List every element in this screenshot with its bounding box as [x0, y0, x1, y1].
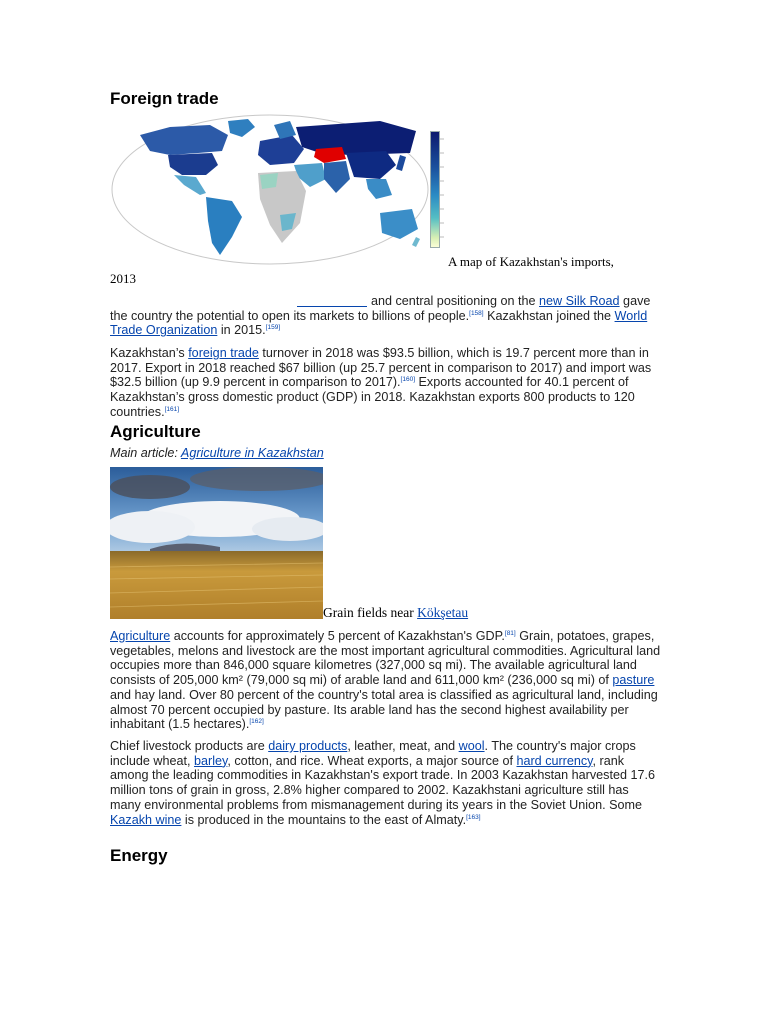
agriculture-paragraph-1 — [110, 629, 662, 732]
citation-160[interactable]: [160] — [400, 376, 416, 384]
link-dairy-products[interactable]: dairy products — [268, 739, 348, 753]
grain-fields-photo — [110, 467, 323, 619]
text: accounts for approximately 5 percent of Kazakhstan's GDP. — [170, 629, 505, 643]
text: Kazakhstan joined the — [483, 308, 615, 323]
link-wool[interactable]: wool — [458, 739, 485, 753]
hatnote-prefix: Main article: — [110, 446, 181, 460]
link-world-trade-organization[interactable]: World Trade Organization — [110, 308, 648, 338]
citation-158[interactable]: [158] — [469, 309, 484, 317]
section-heading-foreign-trade: Foreign trade — [110, 89, 219, 108]
agriculture-paragraph-2 — [110, 739, 662, 827]
map-color-scale — [430, 131, 440, 248]
text: turnover in 2018 was $93.5 billion, which is 19.7 percent more than in 2017. Export in 2018 reached $67 billion (up 25.7 percent in comparison to 2017) and import was $32.5 billion (up 9.9 percent in comparison to 2017). — [110, 346, 652, 390]
text: , cotton, and rice. Wheat exports, a major source of — [227, 753, 517, 768]
text: Kazakhstan’s — [110, 346, 189, 360]
section-heading-energy: Energy — [110, 846, 168, 865]
map-caption-year: 2013 — [110, 271, 136, 286]
text: , leather, meat, and — [347, 739, 459, 753]
link-kokshetau[interactable]: Kökşetau — [417, 605, 469, 620]
text: gave the country the potential to open its markets to billions of people. — [110, 294, 651, 323]
kazakhstan-imports-map — [110, 113, 430, 266]
citation-161[interactable]: [161] — [164, 405, 180, 413]
map-scale-ticks — [440, 131, 450, 246]
foreign-trade-paragraph-2 — [110, 346, 662, 420]
foreign-trade-paragraph-1 — [110, 294, 662, 338]
main-article-hatnote — [110, 446, 324, 460]
citation-163[interactable]: [163] — [466, 813, 481, 821]
link-kazakh-wine[interactable]: Kazakh wine — [110, 812, 182, 827]
text: is produced in the mountains to the east of Almaty. — [181, 812, 467, 827]
text: in 2015. — [217, 323, 266, 338]
link-hard-currency[interactable]: hard currency — [516, 753, 593, 768]
citation-162[interactable]: [162] — [249, 718, 264, 726]
link-pasture[interactable]: pasture — [612, 673, 655, 688]
text: Exports accounted for 40.1 percent of Kazakhstan’s gross domestic product (GDP) in 2018. Kazakhstan exports 800 products to 120 countries. — [110, 375, 635, 419]
text: and hay land. Over 80 percent of the country's total area is classified as agricultural land, including almost 70 percent occupied by pasture. Its arable land has the second highest availability per inhabitant (1.5 hectares). — [110, 687, 658, 732]
photo-caption-text: Grain fields near — [323, 605, 418, 620]
section-heading-agriculture: Agriculture — [110, 422, 201, 441]
link-agriculture[interactable]: Agriculture — [110, 629, 171, 643]
link-agriculture-in-kazakhstan[interactable]: Agriculture in Kazakhstan — [180, 446, 324, 460]
link-foreign-trade[interactable]: foreign trade — [188, 346, 259, 360]
citation-159[interactable]: [159] — [265, 324, 281, 332]
text: , rank among the leading commodities in Kazakhstan's export trade. In 2003 Kazakhstan harvested 17.6 million tons of grain in gross, 2.8% higher compared to 2002. Kazakhstani agriculture still has many environmental problems from mismanagement during its years in the Soviet Union. Some — [110, 753, 655, 812]
text: Grain, potatoes, grapes, vegetables, melons and livestock are the most important agricultural commodities. Agricultural land occupies more than 846,000 square kilometres (327,000 sq mi). The available agricultural land consists of 205,000 km² (79,000 sq mi) of arable land and 611,000 km² (236,000 sq mi) of — [110, 629, 661, 688]
text: . The country's major crops include wheat, — [110, 739, 636, 768]
map-caption: A map of Kazakhstan's imports, — [448, 254, 614, 269]
link-new-silk-road[interactable]: new Silk Road — [539, 294, 620, 308]
text: and central positioning on the — [371, 294, 540, 308]
text: Chief livestock products are — [110, 739, 269, 753]
photo-caption — [323, 605, 468, 621]
link-barley[interactable]: barley — [194, 753, 228, 768]
citation-81[interactable]: [81] — [504, 630, 516, 637]
